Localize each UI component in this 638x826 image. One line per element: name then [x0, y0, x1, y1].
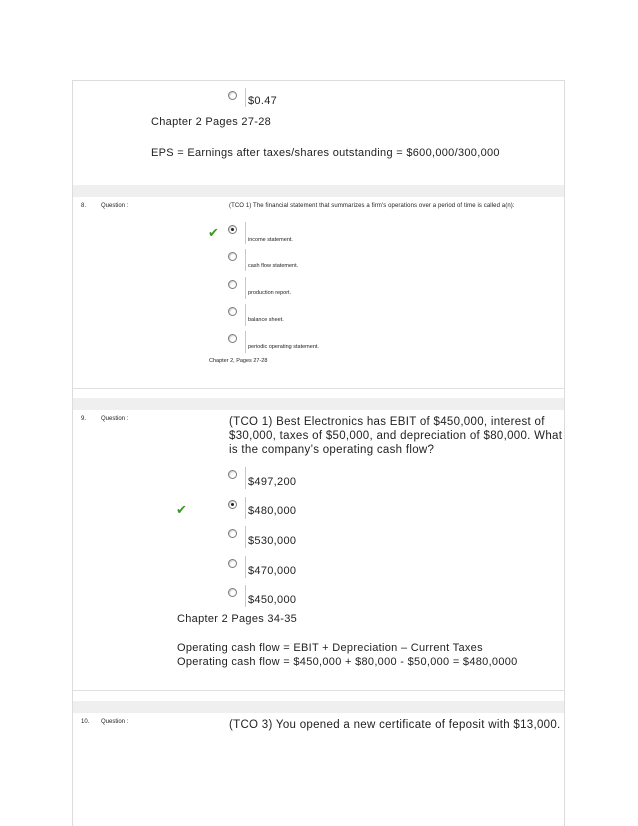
- option-divider: [245, 556, 246, 578]
- divider: [73, 690, 564, 691]
- q9-explanation-line-2: Operating cash flow = $450,000 + $80,000 - $50,000 = $480,0000: [177, 656, 518, 668]
- q8-option-2: cash flow statement.: [248, 263, 299, 269]
- q9-option-3: $530,000: [248, 535, 297, 547]
- radio-icon[interactable]: [228, 500, 237, 509]
- q8-text: (TCO 1) The financial statement that summarizes a firm's operations over a period of time is called a(n):: [229, 203, 515, 209]
- option-divider: [245, 585, 246, 607]
- q10-number: 10.: [81, 719, 90, 725]
- radio-icon[interactable]: [228, 529, 237, 538]
- q10-text: (TCO 3) You opened a new certificate of feposit with $13,000.: [229, 719, 561, 731]
- radio-icon[interactable]: [228, 252, 237, 261]
- question-band: [73, 185, 564, 197]
- radio-icon[interactable]: [228, 559, 237, 568]
- option-divider: [245, 304, 246, 326]
- q8-label: Question :: [101, 203, 129, 209]
- option-divider: [245, 88, 246, 107]
- option-divider: [245, 277, 246, 299]
- q8-option-3: production report.: [248, 290, 292, 296]
- q8-number: 8.: [81, 203, 87, 209]
- q9-option-5: $450,000: [248, 594, 297, 606]
- q8-option-5: periodic operating statement.: [248, 344, 319, 350]
- option-divider: [245, 222, 246, 244]
- q7-option-5: $0.47: [248, 95, 278, 107]
- q9-label: Question :: [101, 416, 129, 422]
- option-divider: [245, 467, 246, 489]
- q7-explanation: EPS = Earnings after taxes/shares outstanding = $600,000/300,000: [151, 147, 500, 159]
- radio-icon[interactable]: [228, 307, 237, 316]
- q9-number: 9.: [81, 416, 87, 422]
- option-divider: [245, 249, 246, 271]
- radio-icon[interactable]: [228, 470, 237, 479]
- q9-reference: Chapter 2 Pages 34-35: [177, 613, 298, 625]
- q9-option-2: $480,000: [248, 505, 297, 517]
- q7-reference: Chapter 2 Pages 27-28: [151, 116, 272, 128]
- q9-option-1: $497,200: [248, 476, 297, 488]
- q9-explanation-line-1: Operating cash flow = EBIT + Depreciation – Current Taxes: [177, 642, 483, 654]
- q9-text-line-3: is the company’s operating cash flow?: [229, 444, 435, 456]
- question-band: [73, 398, 564, 410]
- option-divider: [245, 526, 246, 548]
- option-divider: [245, 497, 246, 519]
- q9-option-4: $470,000: [248, 565, 297, 577]
- check-icon: ✔: [208, 225, 219, 240]
- q9-text-line-2: $30,000, taxes of $50,000, and depreciation of $80,000. What: [229, 430, 563, 442]
- radio-icon[interactable]: [228, 334, 237, 343]
- radio-icon[interactable]: [228, 91, 237, 100]
- radio-icon[interactable]: [228, 588, 237, 597]
- q10-label: Question :: [101, 719, 129, 725]
- check-icon: ✔: [176, 502, 187, 517]
- question-band: [73, 701, 564, 713]
- q8-reference: Chapter 2, Pages 27-28: [209, 358, 268, 364]
- radio-icon[interactable]: [228, 225, 237, 234]
- radio-icon[interactable]: [228, 280, 237, 289]
- divider: [73, 388, 564, 389]
- q8-option-4: balance sheet.: [248, 317, 284, 323]
- q8-option-1: income statement.: [248, 237, 293, 243]
- q9-text-line-1: (TCO 1) Best Electronics has EBIT of $450,000, interest of: [229, 416, 545, 428]
- option-divider: [245, 331, 246, 353]
